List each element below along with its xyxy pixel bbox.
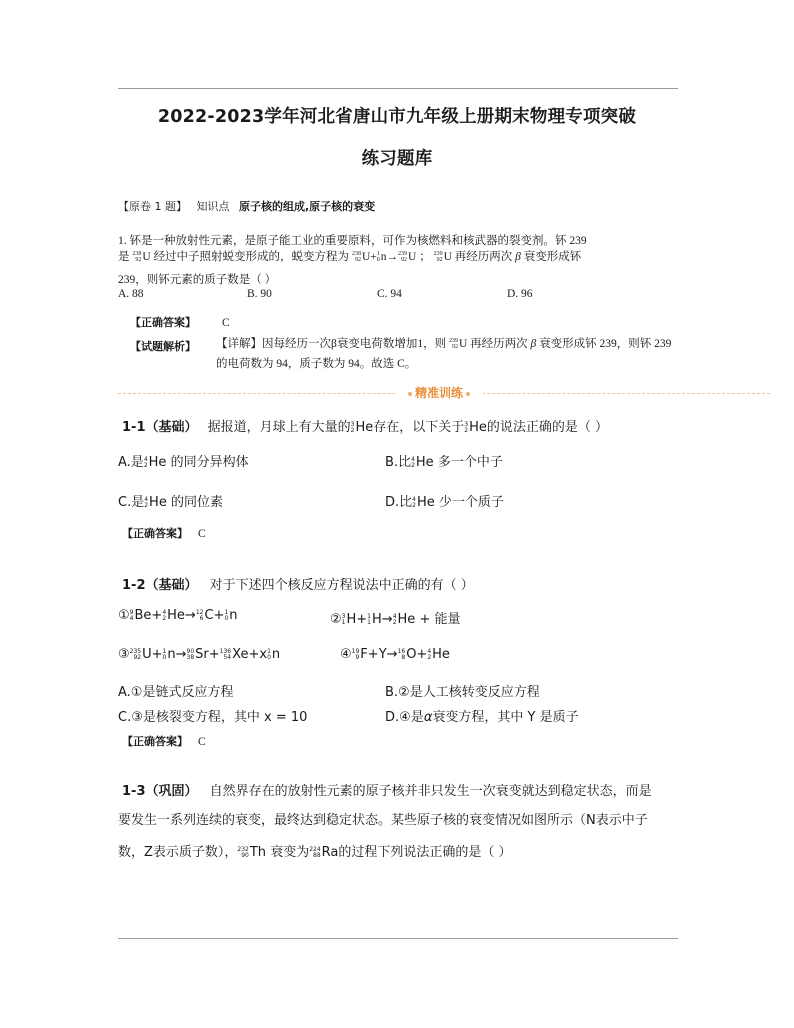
page-title-line1: 2022-2023学年河北省唐山市九年级上册期末物理专项突破 (157, 107, 637, 127)
analysis-label: 【试题解析】 (130, 340, 196, 353)
reaction-eq-3: ③ 235 92 U + 1 0 n → 90 38 Sr + 136 54 Xe +x 1 0 n (118, 647, 281, 662)
nuclide-u238-eq: 238 92 U (351, 251, 371, 264)
q1-1-option-c: C.是 4 2 He 的同位素 (118, 495, 223, 510)
top-rule (118, 88, 678, 89)
knowledge-point-label: 知识点 (196, 200, 230, 213)
original-header (118, 198, 375, 214)
original-label: 【原卷 1 题】 (118, 200, 187, 213)
original-question-line1: 1. 钚是一种放射性元素，是原子能工业的重要原料，可作为核燃料和核武器的裂变剂。钚 239 (118, 235, 587, 247)
section-banner: 精准训练 (395, 384, 483, 401)
original-question-line3: 239，则钚元素的质子数是（ ） (118, 274, 277, 286)
q1-1-option-b: B.比 4 2 He 多一个中子 (385, 455, 503, 470)
q1-2-option-b: B.②是人工核转变反应方程 (385, 685, 540, 700)
q1-1-option-a: A.是 4 2 He 的同分异构体 (118, 455, 249, 470)
nuclide-u239-b: 239 92 U (433, 251, 452, 264)
original-option-d: D. 96 (507, 288, 533, 300)
q1-2-option-c: C.③是核裂变方程，其中 x = 10 (118, 710, 308, 725)
q1-3-line3: 数，Z表示质子数）， 232 90 Th 衰变为 224 88 Ra 的过程下列说法正确的是（ ） (118, 845, 512, 860)
original-question-line2: 是 238 92 U 经过中子照射蜕变形成的，蜕变方程为 238 92 U + 1 0 n → 239 92 U ； 239 92 U 再经历两次 β 衰变形成钚 (118, 251, 582, 264)
knowledge-point-value: 原子核的组成,原子核的衰变 (239, 200, 376, 213)
nuclide-u238: 238 92 U (132, 251, 151, 264)
q1-1-label: 1-1（基础） (122, 420, 198, 435)
q1-2-stem: 1-2（基础） 对于下述四个核反应方程说法中正确的有（ ） (122, 578, 474, 593)
nuclide-neutron: 1 0 n (376, 251, 387, 264)
q1-2-option-a: A.①是链式反应方程 (118, 685, 234, 700)
q1-1-answer-row: 【正确答案】 C (122, 527, 206, 540)
original-option-b: B. 90 (247, 288, 272, 300)
reaction-eq-1: ① 9 4 Be + 4 2 He → 12 6 C + 1 0 n (118, 608, 238, 623)
reaction-eq-4: ④ 19 9 F +Y→ 16 8 O + 4 2 He (340, 647, 450, 662)
analysis-line2: 的电荷数为 94，质子数为 94。故选 C。 (216, 358, 417, 370)
nuclide-he3: 3 2 He (350, 420, 374, 435)
banner-dot-icon (466, 392, 470, 396)
answer-value: C (222, 317, 230, 329)
q1-3-line1: 1-3（巩固） 自然界存在的放射性元素的原子核并非只发生一次衰变就达到稳定状态，而是 (122, 784, 652, 799)
q1-2-label: 1-2（基础） (122, 578, 198, 593)
analysis-line1: 【详解】因每经历一次β衰变电荷数增加1，则 239 92 U 再经历两次 β 衰变形成钚 239，则钚 239 (216, 338, 672, 351)
page-title-line2: 练习题库 (361, 149, 433, 169)
original-answer-row (130, 313, 230, 331)
banner-dot-icon (408, 392, 412, 396)
q1-2-answer-row: 【正确答案】 C (122, 735, 206, 748)
nuclide-u239-c: 239 92 U (448, 338, 468, 351)
original-analysis-row (130, 337, 196, 355)
q1-1-option-d: D.比 4 2 He 少一个质子 (385, 495, 504, 510)
original-option-a: A. 88 (118, 288, 144, 300)
nuclide-u239: 239 92 U (398, 251, 417, 264)
nuclide-he3-b: 3 2 He (464, 420, 487, 435)
q1-2-option-d: D.④是α衰变方程，其中 Y 是质子 (385, 710, 579, 725)
q1-1-stem: 1-1（基础） 据报道，月球上有大量的 3 2 He 存在，以下关于 3 2 He 的说法正确的是（ ） (122, 420, 609, 435)
original-option-c: C. 94 (377, 288, 402, 300)
q1-3-label: 1-3（巩固） (122, 784, 198, 799)
bottom-rule (118, 938, 678, 939)
reaction-eq-2: ② 3 1 H + 1 1 H → 4 2 He + 能量 (330, 612, 461, 627)
q1-3-line2: 要发生一系列连续的衰变，最终达到稳定状态。某些原子核的衰变情况如图所示（N表示中子 (118, 813, 648, 828)
answer-label: 【正确答案】 (130, 316, 196, 329)
